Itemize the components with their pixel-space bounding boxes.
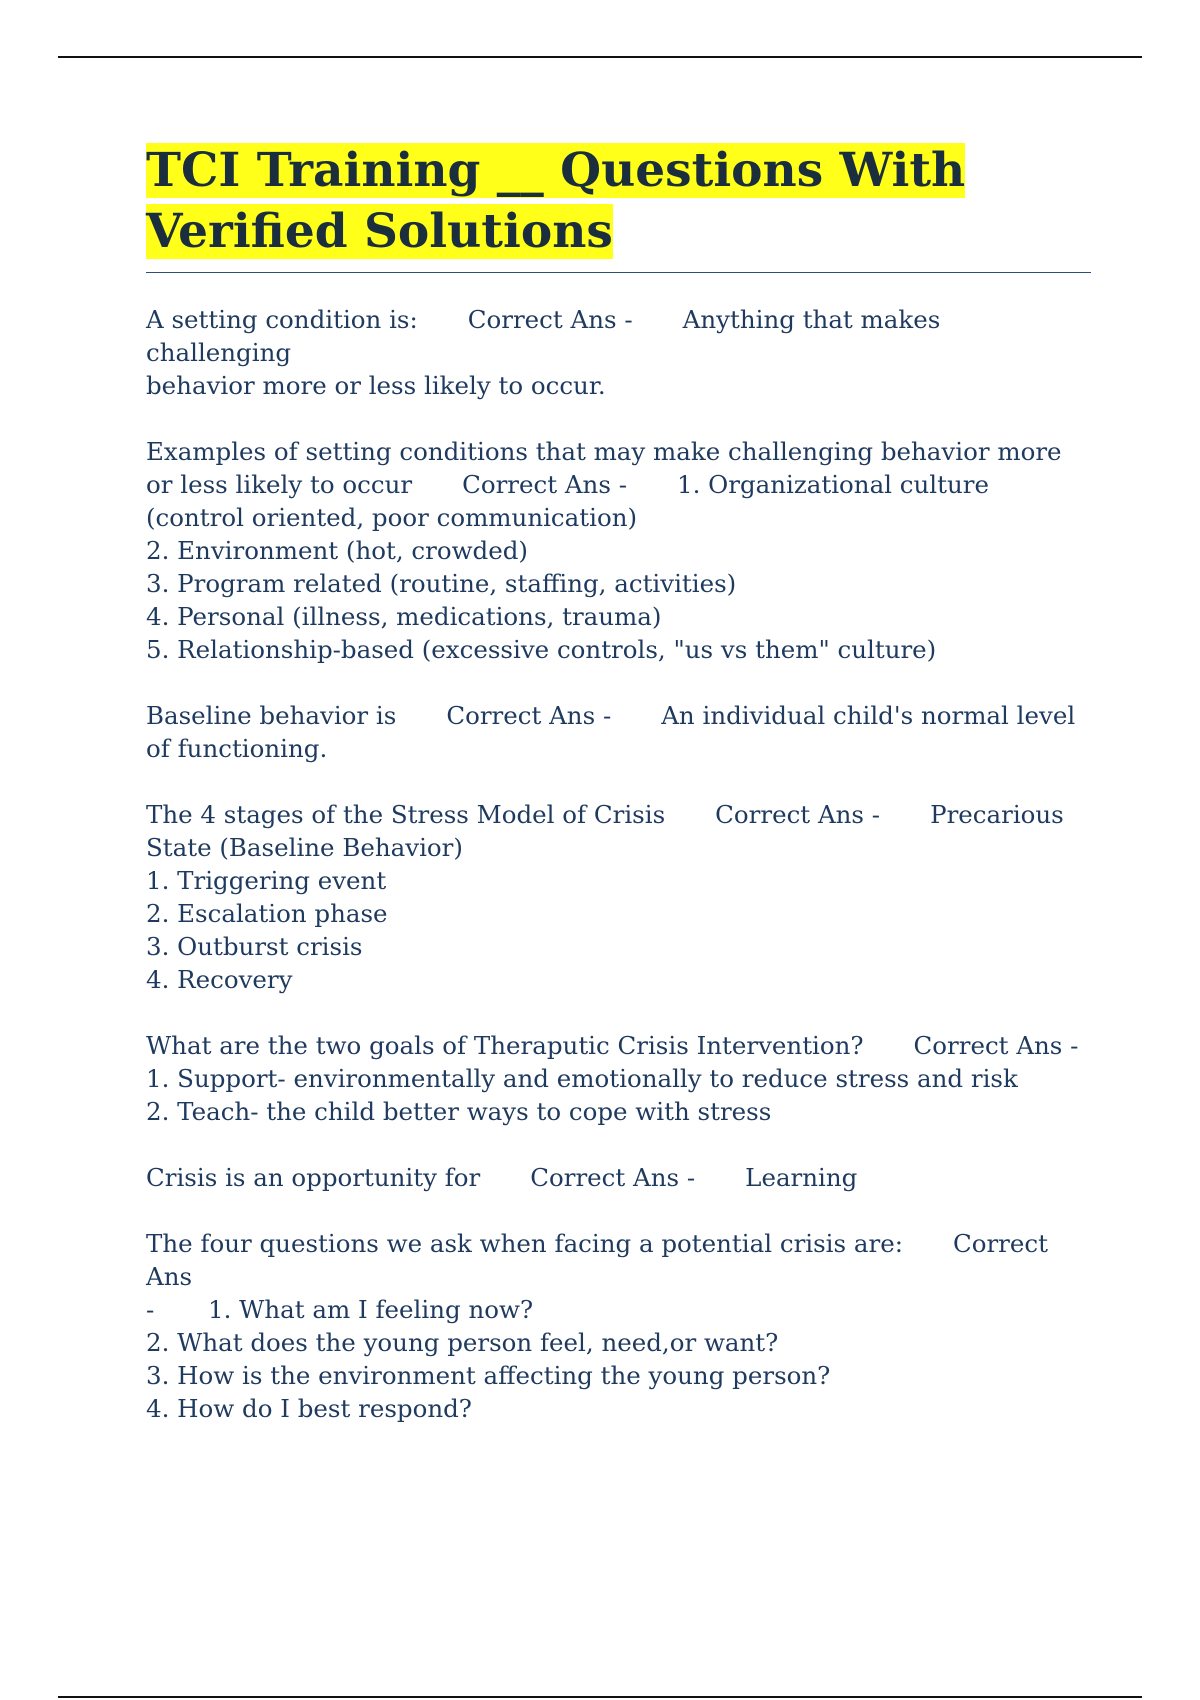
qa-item bbox=[146, 699, 1091, 765]
question-text: Crisis is an opportunity for bbox=[146, 1163, 481, 1192]
answer-separator: - bbox=[624, 305, 633, 334]
answer-separator: - bbox=[1070, 1031, 1079, 1060]
answer-label: Correct Ans bbox=[146, 1229, 1048, 1291]
answer-label: Correct Ans bbox=[462, 470, 611, 499]
title-line-2: Verified Solutions bbox=[146, 204, 613, 259]
answer-line: 4. Recovery bbox=[146, 965, 293, 994]
answer-line: 2. Environment (hot, crowded) bbox=[146, 536, 528, 565]
qa-item bbox=[146, 1161, 1091, 1194]
answer-text: 1. Organizational culture (control oriented, poor communication) bbox=[146, 470, 989, 532]
answer-text: 1. What am I feeling now? bbox=[208, 1295, 534, 1324]
answer-separator: - bbox=[686, 1163, 696, 1192]
answer-line: 2. Escalation phase bbox=[146, 899, 388, 928]
answer-line: 4. How do I best respond? bbox=[146, 1394, 472, 1423]
title-line-1: TCI Training __ Questions With bbox=[146, 143, 966, 198]
answer-separator: - bbox=[146, 1295, 155, 1324]
answer-separator: - bbox=[602, 701, 612, 730]
answer-text: Learning bbox=[745, 1163, 858, 1192]
qa-item bbox=[146, 1227, 1091, 1425]
answer-line: 5. Relationship-based (excessive controls, "us vs them" culture) bbox=[146, 635, 937, 664]
answer-text: Precarious State (Baseline Behavior) bbox=[146, 800, 1064, 862]
answer-line: 3. Outburst crisis bbox=[146, 932, 363, 961]
answer-label: Correct Ans bbox=[530, 1163, 680, 1192]
question-text: The 4 stages of the Stress Model of Crisis bbox=[146, 800, 666, 829]
answer-line: 1. Triggering event bbox=[146, 866, 387, 895]
answer-label: Correct Ans bbox=[913, 1031, 1063, 1060]
answer-line: 2. Teach- the child better ways to cope with stress bbox=[146, 1097, 772, 1126]
question-text: Baseline behavior is bbox=[146, 701, 397, 730]
answer-text: An individual child's normal level of functioning. bbox=[146, 701, 1076, 763]
answer-line: behavior more or less likely to occur. bbox=[146, 371, 606, 400]
qa-list bbox=[146, 303, 1091, 1425]
question-text: A setting condition is: bbox=[146, 305, 418, 334]
answer-separator: - bbox=[871, 800, 881, 829]
page-title bbox=[146, 140, 1091, 262]
answer-label: Correct Ans bbox=[467, 305, 617, 334]
answer-line: 1. Support- environmentally and emotionally to reduce stress and risk bbox=[146, 1064, 1018, 1093]
top-rule bbox=[58, 56, 1142, 58]
question-text: The four questions we ask when facing a potential crisis are: bbox=[146, 1229, 903, 1258]
title-underline bbox=[146, 272, 1091, 273]
question-text: What are the two goals of Theraputic Crisis Intervention? bbox=[146, 1031, 864, 1060]
answer-line: 2. What does the young person feel, need,or want? bbox=[146, 1328, 779, 1357]
answer-line: 3. How is the environment affecting the young person? bbox=[146, 1361, 831, 1390]
bottom-rule bbox=[58, 1696, 1142, 1698]
answer-label: Correct Ans bbox=[446, 701, 596, 730]
qa-item bbox=[146, 303, 1091, 402]
answer-text: Anything that makes challenging bbox=[146, 305, 941, 367]
answer-label: Correct Ans bbox=[715, 800, 864, 829]
qa-item bbox=[146, 1029, 1091, 1128]
answer-line: 3. Program related (routine, staffing, activities) bbox=[146, 569, 737, 598]
answer-separator: - bbox=[618, 470, 627, 499]
qa-item bbox=[146, 798, 1091, 996]
qa-item bbox=[146, 435, 1091, 666]
answer-line: 4. Personal (illness, medications, trauma) bbox=[146, 602, 662, 631]
question-text: Examples of setting conditions that may make challenging behavior more or less likely to occur bbox=[146, 437, 1062, 499]
document-body bbox=[146, 140, 1091, 1425]
